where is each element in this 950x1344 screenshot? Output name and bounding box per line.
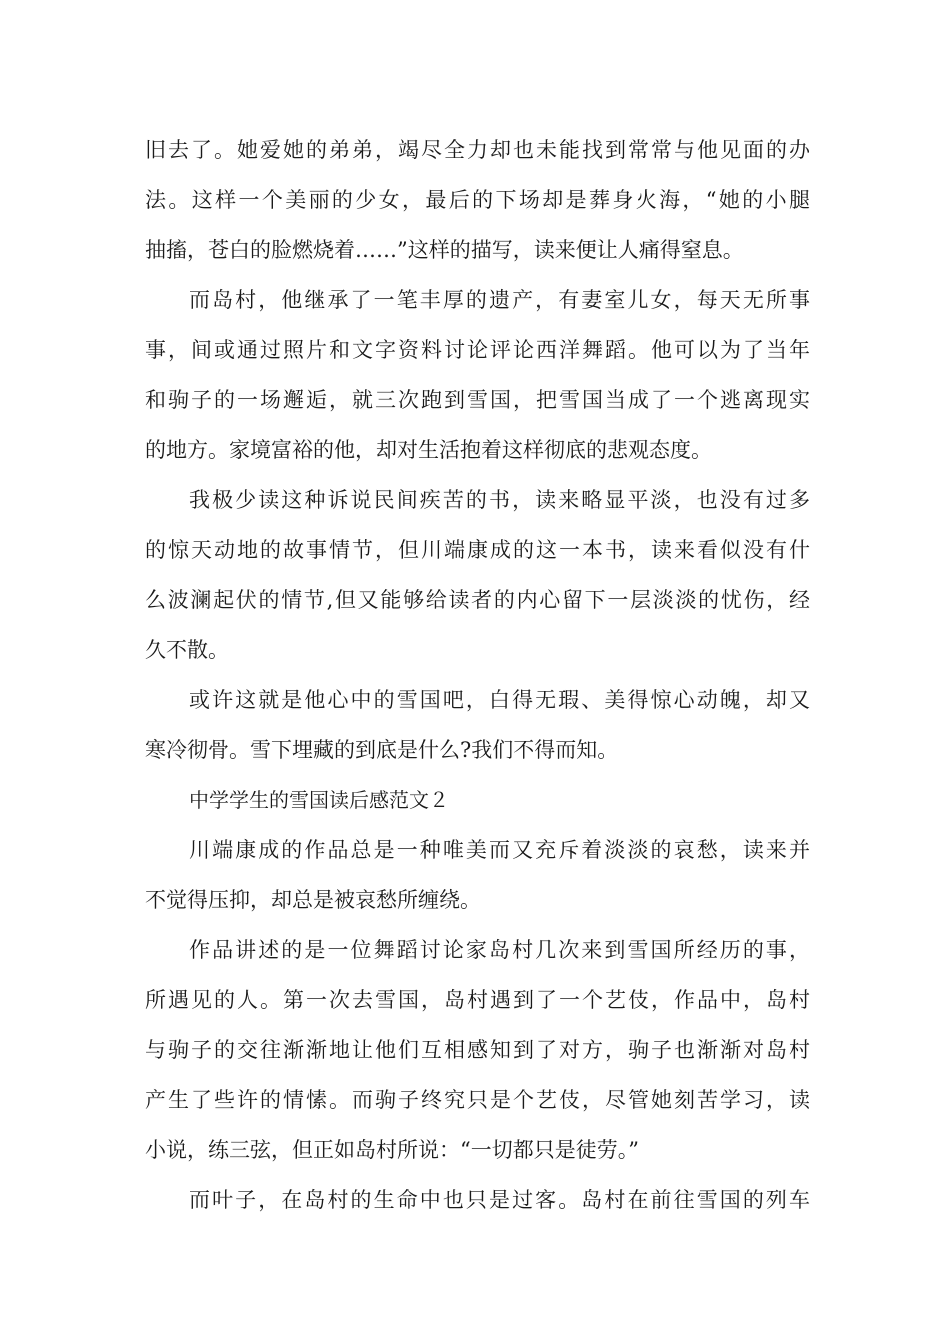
paragraph-first-line: 而叶子，在岛村的生命中也只是过客。岛村在前往雪国的列车 (189, 1188, 810, 1212)
text-line: 么波澜起伏的情节,但又能够给读者的内心留下一层淡淡的忧伤，经 (145, 588, 810, 612)
text-line: 的地方。家境富裕的他，却对生活抱着这样彻底的悲观态度。 (145, 438, 712, 462)
paragraph-first-line: 川端康成的作品总是一种唯美而又充斥着淡淡的哀愁，读来并 (189, 838, 810, 862)
text-line: 事，间或通过照片和文字资料讨论评论西洋舞蹈。他可以为了当年 (145, 338, 810, 362)
text-line: 的惊天动地的故事情节，但川端康成的这一本书，读来看似没有什 (145, 538, 810, 562)
text-line: 抽搐，苍白的脸燃烧着……”这样的描写，读来便让人痛得窒息。 (145, 238, 744, 262)
text-line: 旧去了。她爱她的弟弟，竭尽全力却也未能找到常常与他见面的办 (145, 138, 810, 162)
paragraph-first-line: 作品讲述的是一位舞蹈讨论家岛村几次来到雪国所经历的事， (189, 938, 810, 962)
paragraph-first-line: 而岛村，他继承了一笔丰厚的遗产，有妻室儿女，每天无所事 (189, 288, 810, 312)
text-line: 不觉得压抑，却总是被哀愁所缠绕。 (145, 888, 481, 912)
paragraph-first-line: 或许这就是他心中的雪国吧，白得无瑕、美得惊心动魄，却又 (189, 688, 810, 712)
text-line: 和驹子的一场邂逅，就三次跑到雪国，把雪国当成了一个逃离现实 (145, 388, 810, 412)
text-line: 与驹子的交往渐渐地让他们互相感知到了对方，驹子也渐渐对岛村 (145, 1038, 810, 1062)
text-line: 法。这样一个美丽的少女，最后的下场却是葬身火海，“她的小腿 (145, 188, 810, 212)
section-heading: 中学学生的雪国读后感范文２ (189, 788, 449, 812)
text-line: 产生了些许的情愫。而驹子终究只是个艺伎，尽管她刻苦学习，读 (145, 1088, 810, 1112)
text-line: 久不散。 (145, 638, 229, 662)
text-line: 寒冷彻骨。雪下埋藏的到底是什么?我们不得而知。 (145, 738, 619, 762)
paragraph-first-line: 我极少读这种诉说民间疾苦的书，读来略显平淡，也没有过多 (189, 488, 810, 512)
text-line: 小说，练三弦，但正如岛村所说：“一切都只是徒劳。” (145, 1138, 639, 1162)
text-line: 所遇见的人。第一次去雪国，岛村遇到了一个艺伎，作品中，岛村 (145, 988, 810, 1012)
